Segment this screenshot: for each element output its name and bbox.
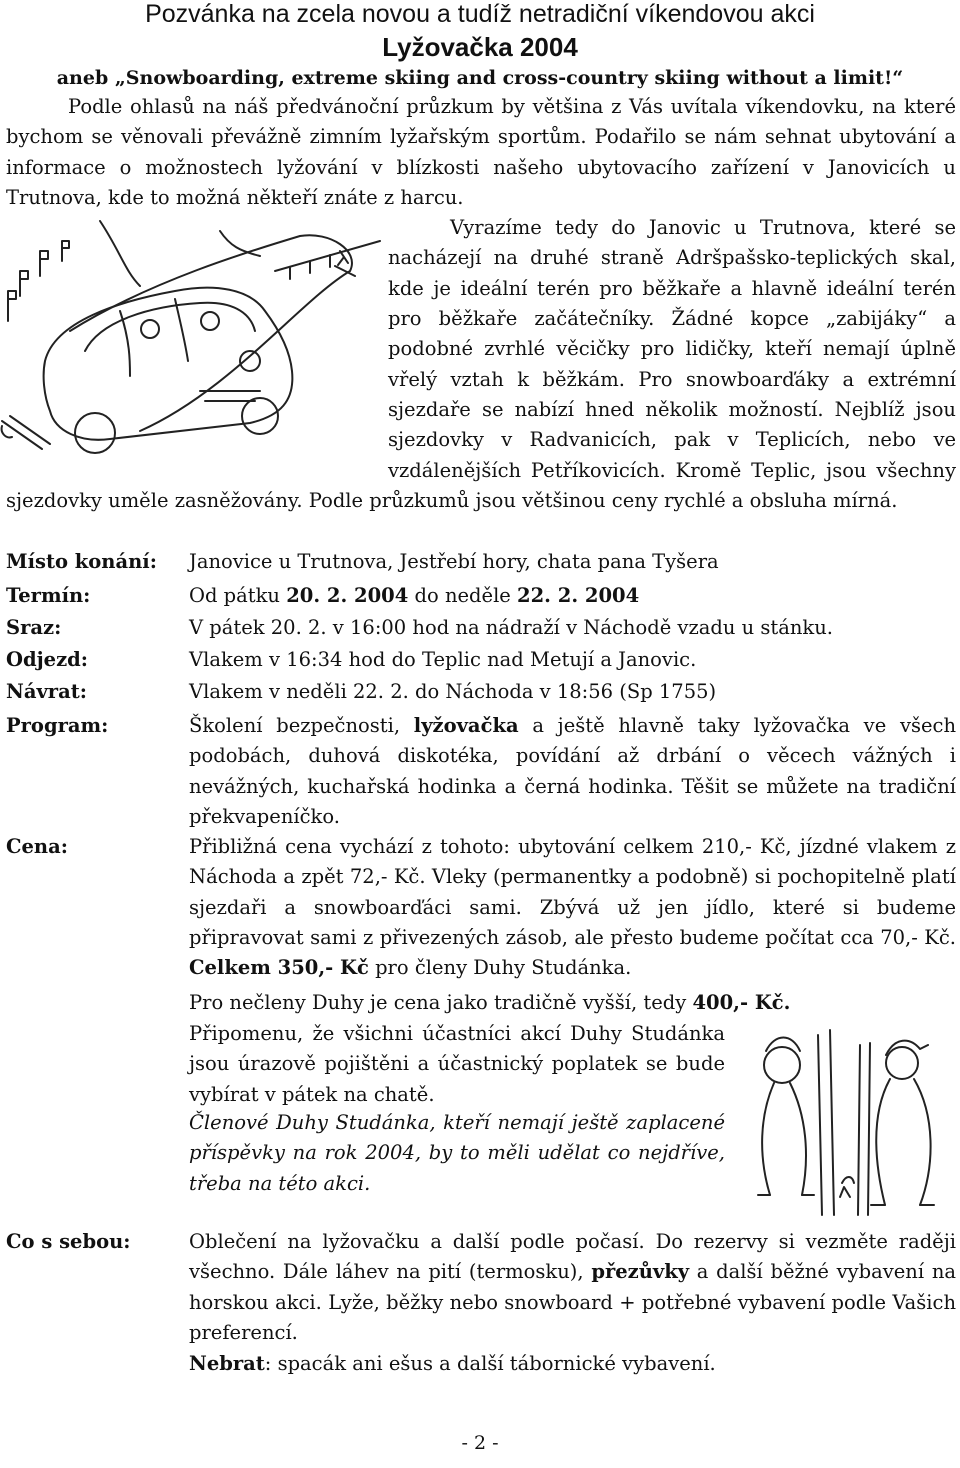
cena-label: Cena:: [6, 835, 68, 858]
row-nebrat: Nebrat: spacák ani ešus a další tábornické vybavení.: [189, 1352, 716, 1375]
intro-section: [6, 92, 956, 516]
intro-paragraph-2: Vyrazíme tedy do Janovic u Trutnova, které se nacházejí na druhé straně Adršpašsko-teplických skal, kde je ideální terén pro běžkaře a hlavně ideální terén pro běžkaře začátečníky. Žádné kopce „zabijáky“ a podobné zvrhlé věcičky pro lidičky, kteří nemají úplně vřelý vztah k běžkám. Pro snowboarďáky a extrémní sjezdaře se nabízí hned několik možností. Nejblíž jsou sjezdovky v Radvanicích, pak v Teplicích, nebo ve vzdálenějších Petříkovicích. Kromě Teplic, jsou všechny sjezdovky uměle zasněžovány. Podle průzkumů jsou většinou ceny rychlé a obsluha mírná.: [6, 213, 956, 516]
termin-label: Termín:: [6, 584, 91, 607]
navrat-value: Vlakem v neděli 22. 2. do Náchoda v 18:56 (Sp 1755): [189, 680, 717, 703]
program-label: Program:: [6, 714, 109, 737]
page-number: - 2 -: [461, 1432, 499, 1454]
navrat-label: Návrat:: [6, 680, 87, 703]
cena-paragraph-3: Připomenu, že všichni účastníci akcí Duhy Studánka jsou úrazově pojištěni a účastnický poplatek se bude vybírat v pátek na chatě.: [189, 1022, 725, 1106]
page-subtitle: aneb „Snowboarding, extreme skiing and cross-country skiing without a limit!“: [56, 67, 904, 89]
intro-paragraph-1: Podle ohlasů na náš předvánoční průzkum by většina z Vás uvítala víkendovku, na které bychom se věnovali převážně zimním lyžařským sportům. Podařilo se nám sehnat ubytování a informace o možnostech lyžování v blízkosti našeho ubytovacího zařízení v Janovicích u Trutnova, kde to možná někteří znáte z harcu.: [6, 95, 956, 209]
invitation-line: Pozvánka na zcela novou a tudíž netradiční víkendovou akci: [145, 0, 815, 28]
misto-value: Janovice u Trutnova, Jestřebí hory, chata pana Tyšera: [189, 550, 719, 573]
odjezd-label: Odjezd:: [6, 648, 88, 671]
misto-label: Místo konání:: [6, 550, 157, 573]
cena-value: [189, 832, 956, 983]
sebou-value: Oblečení na lyžovačku a další podle počasí. Do rezervy si vezměte raději všechno. Dále láhev na pití (termosku), přezůvky a další běžné vybavení na horskou akci. Lyže, běžky nebo snowboard + potřebné vybavení podle Vašich preferencí.: [189, 1230, 957, 1344]
program-value: Školení bezpečnosti, lyžovačka a ještě hlavně taky lyžovačka ve všech podobách, duhová diskotéka, povídání až drbání o věcech vážných i nevážných, kuchařská hodinka a černá hodinka. Těšit se můžete na tradiční překvapeníčko.: [189, 714, 957, 828]
odjezd-value: Vlakem v 16:34 hod do Teplic nad Metují a Janovic.: [189, 648, 697, 671]
cena-paragraph-1: Přibližná cena vychází z tohoto: ubytování celkem 210,- Kč, jízdné vlakem z Náchoda a zpět 72,- Kč. Vleky (permanentky a podobně) si pochopitelně platí sjezdaři a snowboarďáci sami. Zbývá už jen jídlo, které si budeme připravovat sami z přivezených zásob, ale přesto budeme počítat cca 70,- Kč. Celkem 350,- Kč pro členy Duhy Studánka.: [189, 835, 956, 980]
termin-value: Od pátku 20. 2. 2004 do neděle 22. 2. 2004: [189, 584, 640, 607]
row-cena-2: Pro nečleny Duhy je cena jako tradičně vyšší, tedy 400,- Kč.: [189, 991, 791, 1014]
sraz-value: V pátek 20. 2. v 16:00 hod na nádraží v Náchodě vzadu u stánku.: [189, 616, 833, 639]
skiers-illustration: [730, 1015, 956, 1217]
sebou-label: Co s sebou:: [6, 1230, 131, 1253]
cena-paragraph-4: Členové Duhy Studánka, kteří nemají ještě zaplacené příspěvky na rok 2004, by to měli udělat co nejdříve, třeba na této akci.: [189, 1111, 725, 1195]
page-title: Lyžovačka 2004: [382, 32, 578, 62]
sraz-label: Sraz:: [6, 616, 62, 639]
car-illustration: [0, 211, 388, 461]
